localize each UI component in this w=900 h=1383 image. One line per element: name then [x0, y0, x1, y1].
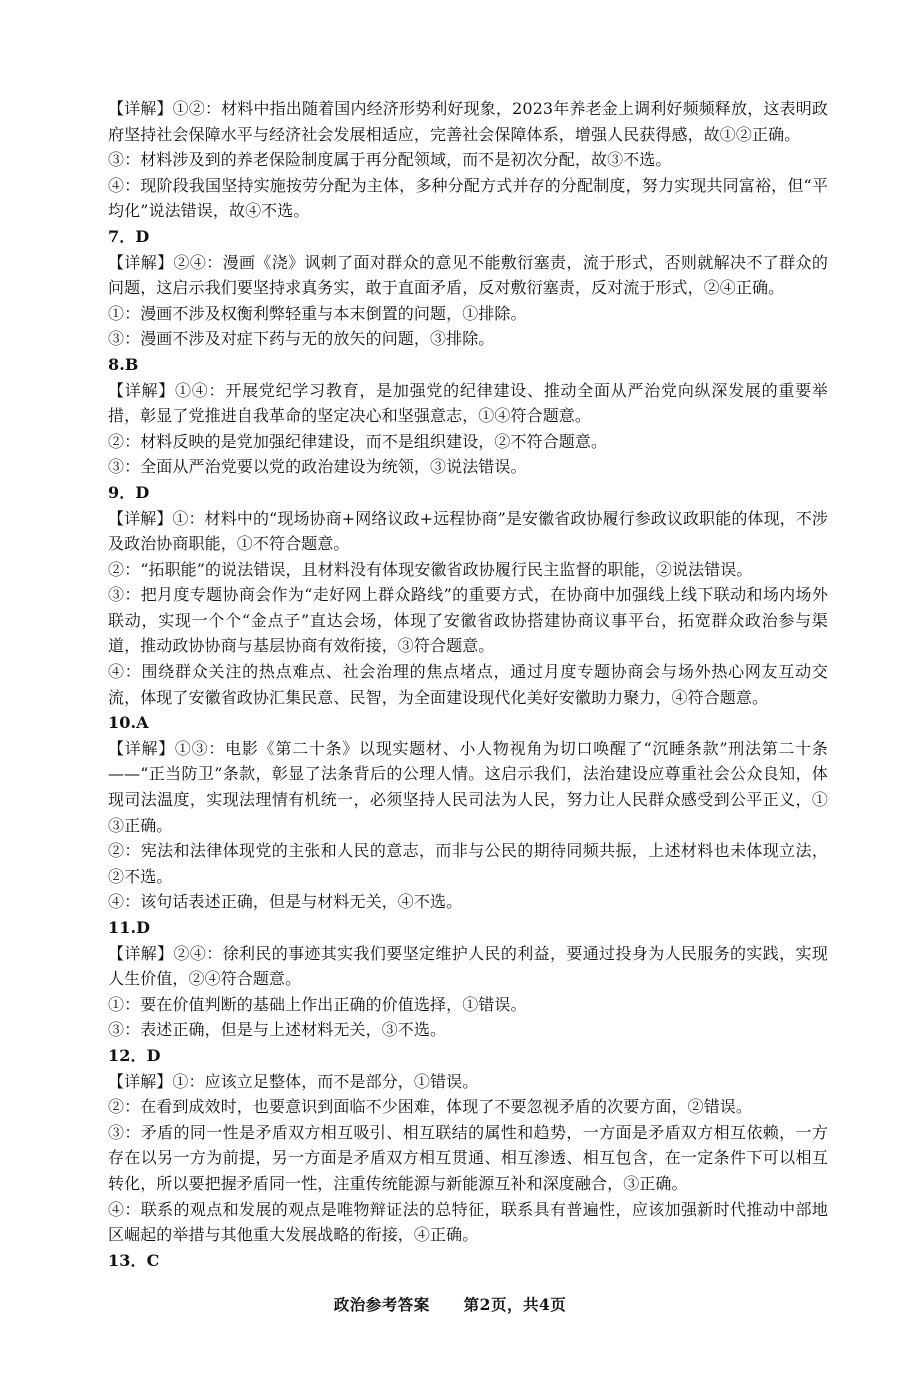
- answer-key: 12．D: [108, 1045, 161, 1065]
- page-footer: [0, 1293, 900, 1315]
- explanation-paragraph: ②：在看到成效时，也要意识到面临不少困难，体现了不要忽视矛盾的次要方面，②错误。: [108, 1097, 753, 1117]
- footer-subject: 政治参考答案: [333, 1295, 430, 1314]
- answer-key: 9．D: [108, 482, 150, 502]
- explanation-paragraph: ④：围绕群众关注的热点难点、社会治理的焦点堵点，通过月度专题协商会与场外热心网友互动交流，体现了安徽省政协汇集民意、民智，为全面建设现代化美好安徽助力聚力，④符合题意。: [108, 662, 828, 707]
- explanation-paragraph: 【详解】②④：漫画《浇》讽刺了面对群众的意见不能敷衍塞责，流于形式，否则就解决不了群众的问题，这启示我们要坚持求真务实，敢于直面矛盾，反对敷衍塞责，反对流于形式，②④正确。: [108, 252, 828, 298]
- explanation-paragraph: ③：材料涉及到的养老保险制度属于再分配领域，而不是初次分配，故③不选。: [108, 150, 672, 170]
- answer-content: [108, 96, 828, 1273]
- explanation-paragraph: ③：漫画不涉及对症下药与无的放矢的问题，③排除。: [108, 329, 495, 349]
- explanation-paragraph: ①：要在价值判断的基础上作出正确的价值选择，①错误。: [108, 994, 527, 1014]
- answer-key: 11.D: [108, 918, 151, 937]
- explanation-paragraph: 【详解】①：应该立足整体，而不是部分，①错误。: [108, 1071, 479, 1091]
- explanation-paragraph: 【详解】①②：材料中指出随着国内经济形势利好现象，2023年养老金上调利好频频释放，这表明政府坚持社会保障水平与经济社会发展相适应，完善社会保障体系，增强人民获得感，故①②正确。: [108, 99, 828, 144]
- explanation-paragraph: ②：宪法和法律体现党的主张和人民的意志，而非与公民的期待同频共振，上述材料也未体现立法，②不选。: [108, 841, 828, 886]
- answer-key: 8.B: [108, 354, 139, 374]
- explanation-paragraph: 【详解】①③：电影《第二十条》以现实题材、小人物视角为切口唤醒了“沉睡条款”刑法第二十条——“正当防卫”条款，彰显了法条背后的公理人情。这启示我们，法治建设应尊重社会公众良知，体现司法温度，实现法理情有机统一，必须坚持人民司法为人民，努力让人民群众感受到公平正义，①③正确。: [108, 738, 828, 835]
- explanation-paragraph: ③：矛盾的同一性是矛盾双方相互吸引、相互联结的属性和趋势，一方面是矛盾双方相互依赖，一方存在以另一方为前提，另一方面是矛盾双方相互贯通、相互渗透、相互包含，在一定条件下可以相互转化，所以要把握矛盾同一性，注重传统能源与新能源互补和深度融合，③正确。: [108, 1122, 828, 1193]
- answer-key: 7．D: [108, 226, 150, 246]
- explanation-paragraph: ④：该句话表述正确，但是与材料无关，④不选。: [108, 892, 463, 912]
- explanation-paragraph: 【详解】①④：开展党纪学习教育，是加强党的纪律建设、推动全面从严治党向纵深发展的重要举措，彰显了党推进自我革命的坚定决心和坚强意志，①④符合题意。: [108, 380, 828, 426]
- explanation-paragraph: ①：漫画不涉及权衡利弊轻重与本末倒置的问题，①排除。: [108, 303, 527, 323]
- explanation-paragraph: ④：联系的观点和发展的观点是唯物辩证法的总特征，联系具有普遍性，应该加强新时代推动中部地区崛起的举措与其他重大发展战略的衔接，④正确。: [108, 1199, 828, 1245]
- explanation-paragraph: ③：表述正确，但是与上述材料无关，③不选。: [108, 1020, 447, 1040]
- answer-key: 10.A: [108, 713, 149, 733]
- explanation-paragraph: ③：把月度专题协商会作为“走好网上群众路线”的重要方式，在协商中加强线上线下联动和场内场外联动，实现一个个“金点子”直达会场，体现了安徽省政协搭建协商议事平台，拓宽群众政治参与渠道，推动政协协商与基层协商有效衔接，③符合题意。: [108, 585, 828, 656]
- footer-page-number: 第2页，共4页: [463, 1295, 567, 1314]
- answer-key: 13．C: [108, 1250, 160, 1270]
- explanation-paragraph: ④：现阶段我国坚持实施按劳分配为主体，多种分配方式并存的分配制度，努力实现共同富裕，但“平均化”说法错误，故④不选。: [108, 175, 828, 221]
- explanation-paragraph: ②：“拓职能”的说法错误，且材料没有体现安徽省政协履行民主监督的职能，②说法错误。: [108, 559, 753, 579]
- explanation-paragraph: ②：材料反映的是党加强纪律建设，而不是组织建设，②不符合题意。: [108, 431, 608, 451]
- explanation-paragraph: 【详解】②④：徐利民的事迹其实我们要坚定维护人民的利益，要通过投身为人民服务的实践，实现人生价值，②④符合题意。: [108, 943, 828, 989]
- explanation-paragraph: ③：全面从严治党要以党的政治建设为统领，③说法错误。: [108, 457, 527, 477]
- explanation-paragraph: 【详解】①：材料中的“现场协商+网络议政+远程协商”是安徽省政协履行参政议政职能的体现，不涉及政治协商职能，①不符合题意。: [108, 508, 828, 554]
